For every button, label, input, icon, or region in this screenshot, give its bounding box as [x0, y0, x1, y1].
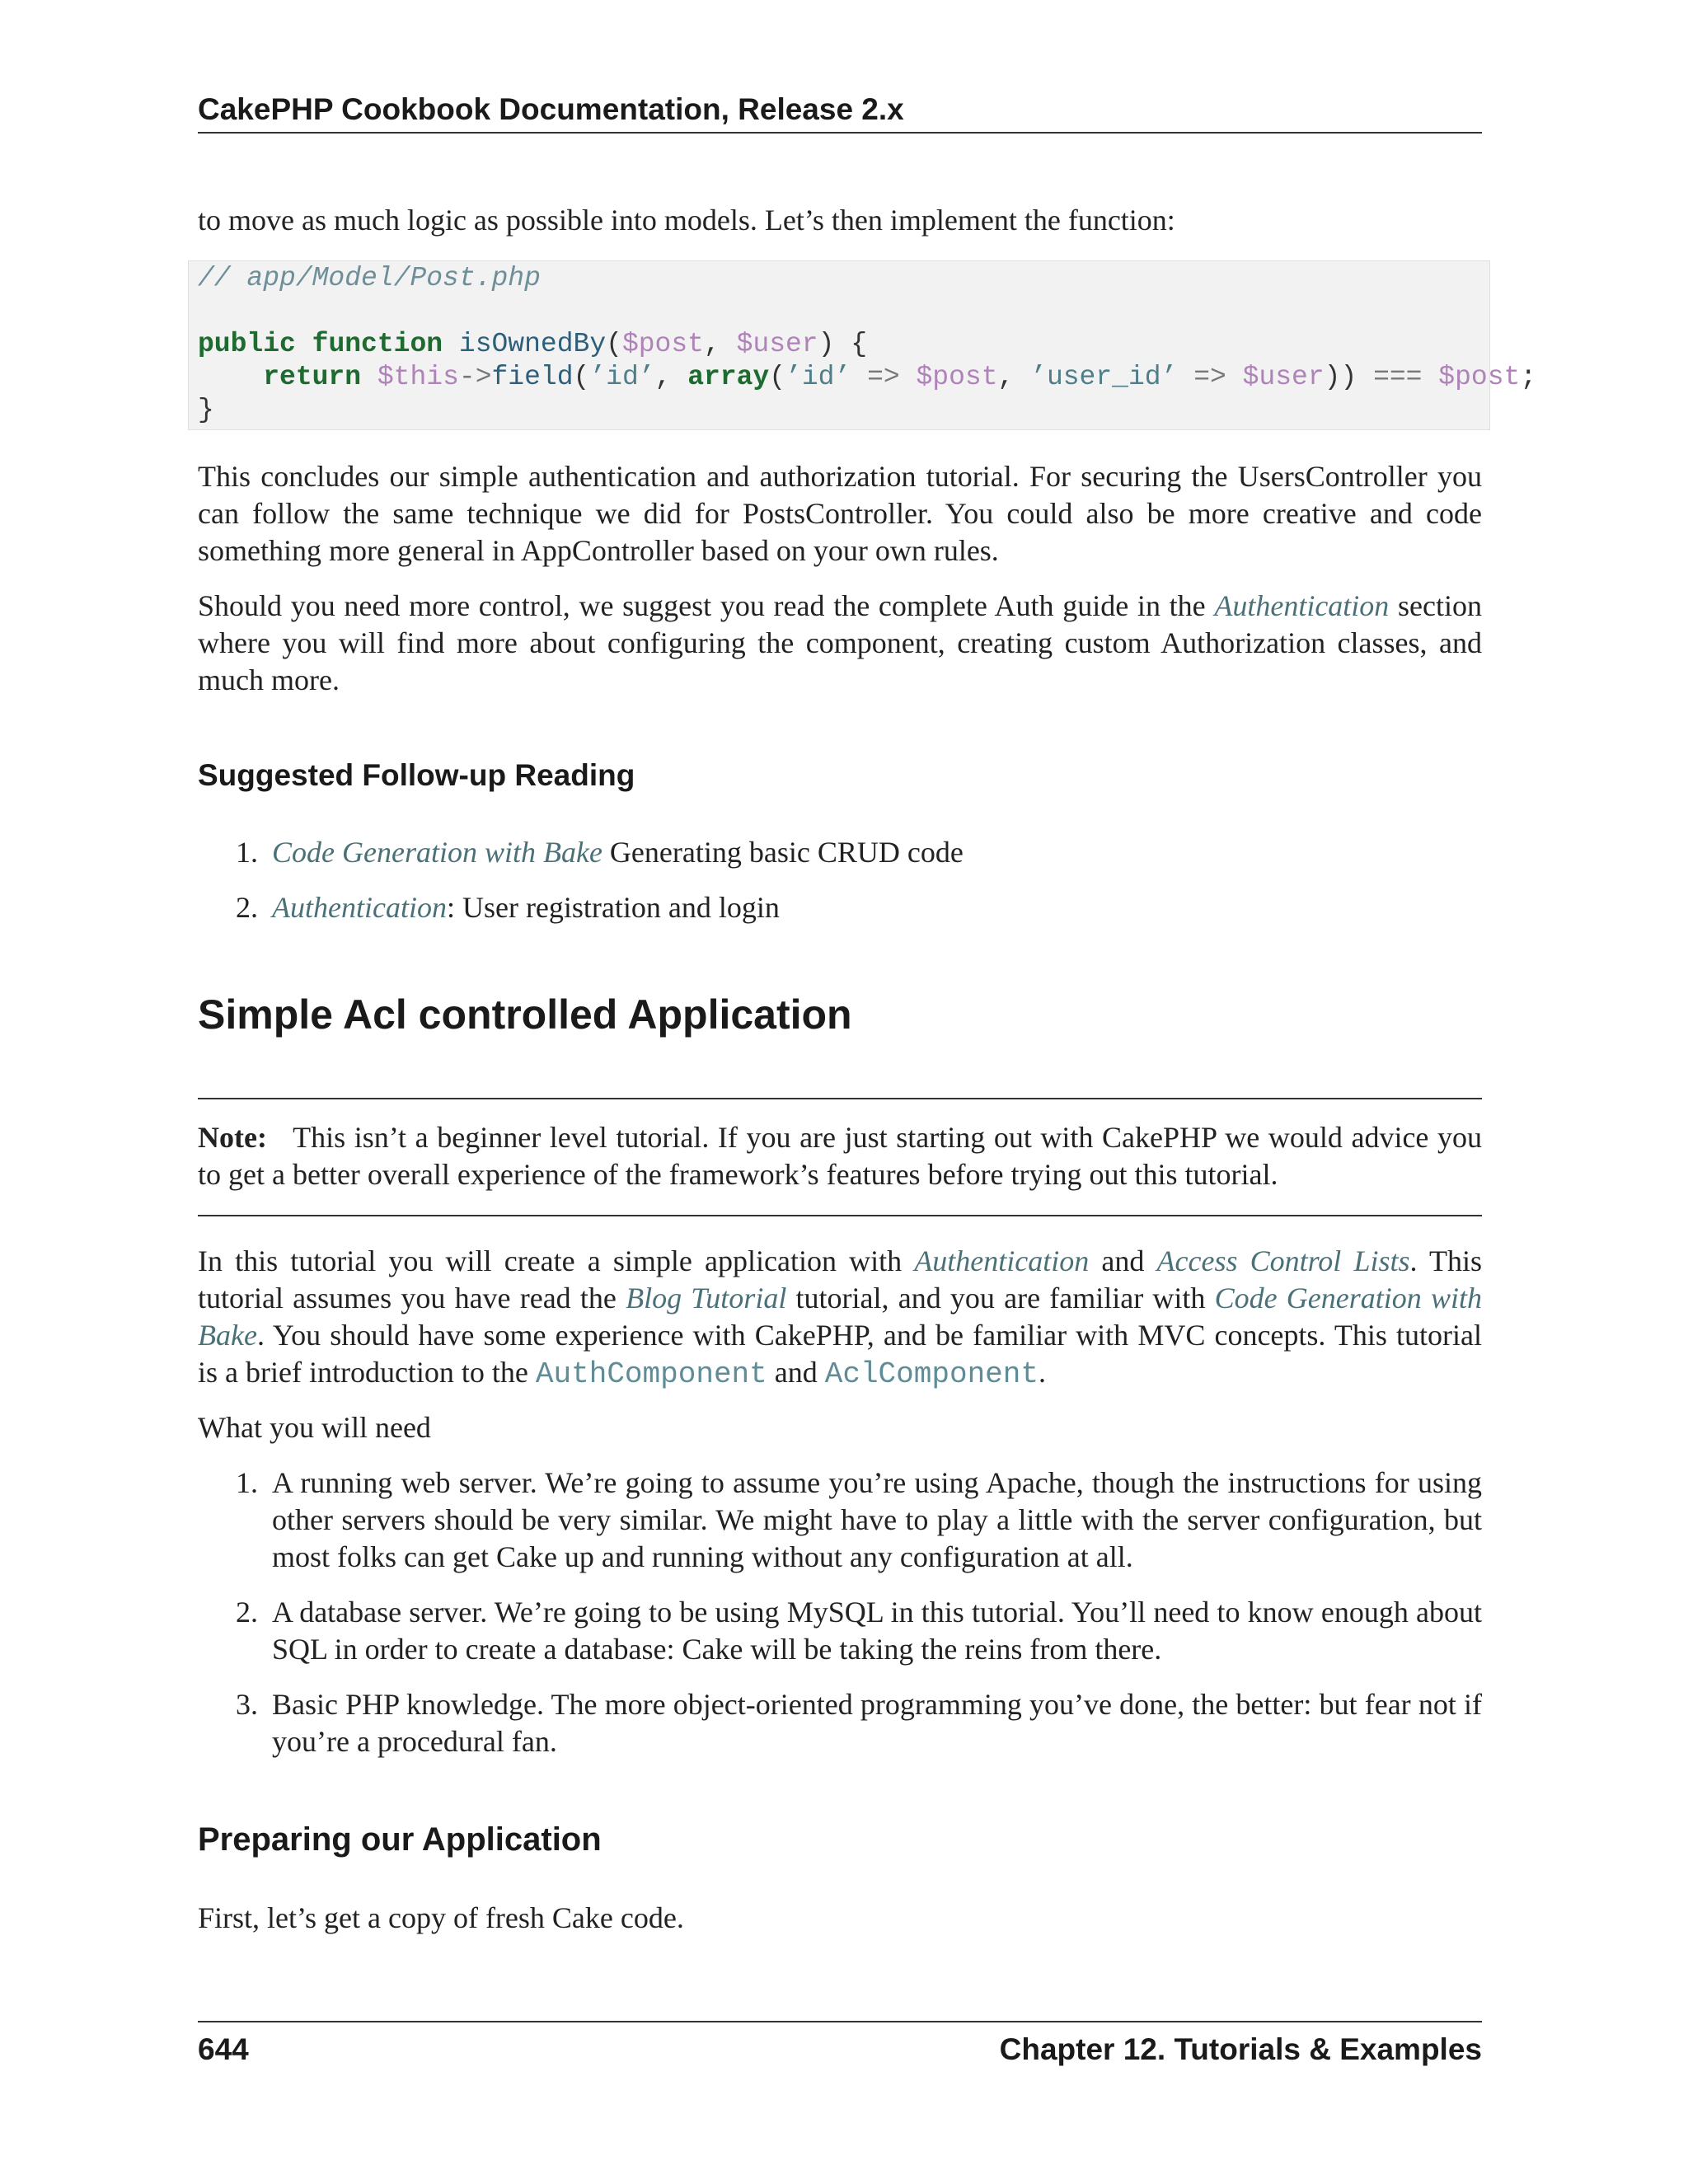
code-operator: => — [1193, 362, 1226, 392]
list-body: Basic PHP knowledge. The more object-oriented programming you’ve done, the better: but fear not if you’re a procedural fan. — [272, 1688, 1482, 1758]
tutorial-intro-text — [198, 1243, 1482, 1393]
preparing-text: First, let’s get a copy of fresh Cake code. — [198, 1901, 684, 1934]
section-heading-wrap — [198, 991, 852, 1038]
note-top-rule — [198, 1098, 1482, 1099]
code-punct: , — [997, 362, 1015, 392]
list-body: A running web server. We’re going to assume you’re using Apache, though the instructions for using other servers should be very similar. We might have to play a little with the server configuration, but most folks can get Cake up and running without any configuration at all. — [272, 1466, 1482, 1573]
section-heading: Simple Acl controlled Application — [198, 991, 852, 1038]
need-item — [198, 1686, 1482, 1760]
authentication-link[interactable]: Authentication — [272, 891, 447, 924]
code-line-2 — [198, 328, 867, 361]
bake-link[interactable]: Code Generation with Bake — [272, 836, 603, 869]
need-item — [198, 1594, 1482, 1668]
running-header-title: CakePHP Cookbook Documentation, Release 2.x — [198, 92, 904, 126]
list-number: 2. — [236, 1596, 258, 1629]
authentication-link[interactable]: Authentication — [914, 1244, 1090, 1277]
need-text: What you will need — [198, 1411, 431, 1444]
followup-heading-wrap — [198, 758, 635, 793]
footer-rule — [198, 2021, 1482, 2022]
intro-text: to move as much logic as possible into models. Let’s then implement the function: — [198, 204, 1175, 237]
code-variable: $post — [621, 329, 704, 359]
code-variable: $post — [1438, 362, 1521, 392]
conclusion-paragraph — [198, 458, 1482, 569]
code-punct: ; — [1520, 362, 1537, 392]
list-body — [272, 834, 1482, 871]
code-operator: => — [867, 362, 900, 392]
need-paragraph — [198, 1409, 1482, 1446]
code-keyword: function — [312, 329, 443, 359]
code-punct: ( — [606, 329, 622, 359]
text-run: tutorial, and you are familiar with — [786, 1282, 1215, 1315]
note-text — [198, 1119, 1482, 1193]
text-run: and — [767, 1356, 825, 1389]
text-run: : User registration and login — [446, 891, 780, 924]
text-run: In this tutorial you will create a simple application with — [198, 1244, 915, 1277]
preparing-heading-wrap — [198, 1821, 602, 1858]
acl-component-code[interactable]: AclComponent — [824, 1357, 1039, 1391]
acl-link[interactable]: Access Control Lists — [1156, 1244, 1410, 1277]
code-punct: } — [198, 395, 214, 425]
blog-tutorial-link[interactable]: Blog Tutorial — [626, 1282, 787, 1315]
auth-guide-paragraph — [198, 588, 1482, 699]
page-number: 644 — [198, 2032, 249, 2066]
list-number: 2. — [236, 891, 258, 924]
code-variable: $this — [377, 362, 459, 392]
intro-paragraph — [198, 202, 1482, 239]
note-label: Note: — [198, 1121, 267, 1154]
code-punct: )) — [1324, 362, 1357, 392]
code-string: ’id’ — [589, 362, 655, 392]
header-rule — [198, 132, 1482, 134]
code-operator: -> — [458, 362, 492, 392]
code-punct: ) { — [818, 329, 868, 359]
code-string: ’user_id’ — [1030, 362, 1178, 392]
code-function-name: field — [491, 362, 574, 392]
text-run: . You should have some experience with CakePHP, and be familiar with MVC concepts. This tutorial is a brief introduction to the — [198, 1319, 1482, 1389]
text-run: Should you need more control, we suggest you read the complete Auth guide in the — [198, 589, 1215, 622]
auth-component-code[interactable]: AuthComponent — [535, 1357, 767, 1391]
code-function-name: isOwnedBy — [458, 329, 607, 359]
text-run: and — [1089, 1244, 1157, 1277]
list-number: 3. — [236, 1688, 258, 1721]
preparing-heading: Preparing our Application — [198, 1821, 602, 1858]
code-string: ’id’ — [785, 362, 851, 392]
code-operator: === — [1373, 362, 1423, 392]
code-variable: $user — [736, 329, 818, 359]
note-box — [198, 1119, 1482, 1193]
tutorial-intro-paragraph — [198, 1243, 1482, 1393]
auth-guide-text — [198, 588, 1482, 699]
bake-link[interactable]: Code Generation with Bake — [198, 1282, 1482, 1352]
code-variable: $post — [916, 362, 998, 392]
preparing-paragraph — [198, 1900, 1482, 1937]
code-line-4 — [198, 394, 214, 427]
text-run: Generating basic CRUD code — [602, 836, 964, 869]
code-line-3 — [198, 361, 1536, 394]
code-keyword: array — [687, 362, 770, 392]
text-run: section where you will find more about configuring the component, creating custom Authorization classes, and much more. — [198, 589, 1482, 696]
code-keyword: public — [198, 329, 296, 359]
code-comment: // app/Model/Post.php — [198, 263, 541, 293]
list-number: 1. — [236, 1466, 258, 1499]
code-keyword: return — [263, 362, 362, 392]
followup-heading: Suggested Follow-up Reading — [198, 758, 635, 792]
code-line-1 — [198, 262, 541, 295]
text-run: . This tutorial assumes you have read the — [198, 1244, 1482, 1315]
list-number: 1. — [236, 836, 258, 869]
code-punct: ( — [769, 362, 786, 392]
conclusion-text: This concludes our simple authentication and authorization tutorial. For securing the UsersController you can follow the same technique we did for PostsController. You could also be more creative and code something more general in AppController based on your own rules. — [198, 460, 1482, 567]
list-body: A database server. We’re going to be using MySQL in this tutorial. You’ll need to know enough about SQL in order to create a database: Cake will be taking the reins from there. — [272, 1596, 1482, 1666]
code-punct: , — [703, 329, 720, 359]
text-run: This isn’t a beginner level tutorial. If you are just starting out with CakePHP we would advice you to get a better overall experience of the framework’s features before trying out this tutorial. — [198, 1121, 1482, 1191]
code-punct: ( — [573, 362, 590, 392]
text-run: . — [1039, 1356, 1046, 1389]
list-body — [272, 889, 1482, 926]
need-item — [198, 1465, 1482, 1576]
note-bottom-rule — [198, 1215, 1482, 1216]
authentication-link[interactable]: Authentication — [1214, 589, 1390, 622]
code-punct: , — [654, 362, 672, 392]
chapter-title: Chapter 12. Tutorials & Examples — [999, 2032, 1482, 2066]
code-variable: $user — [1242, 362, 1325, 392]
